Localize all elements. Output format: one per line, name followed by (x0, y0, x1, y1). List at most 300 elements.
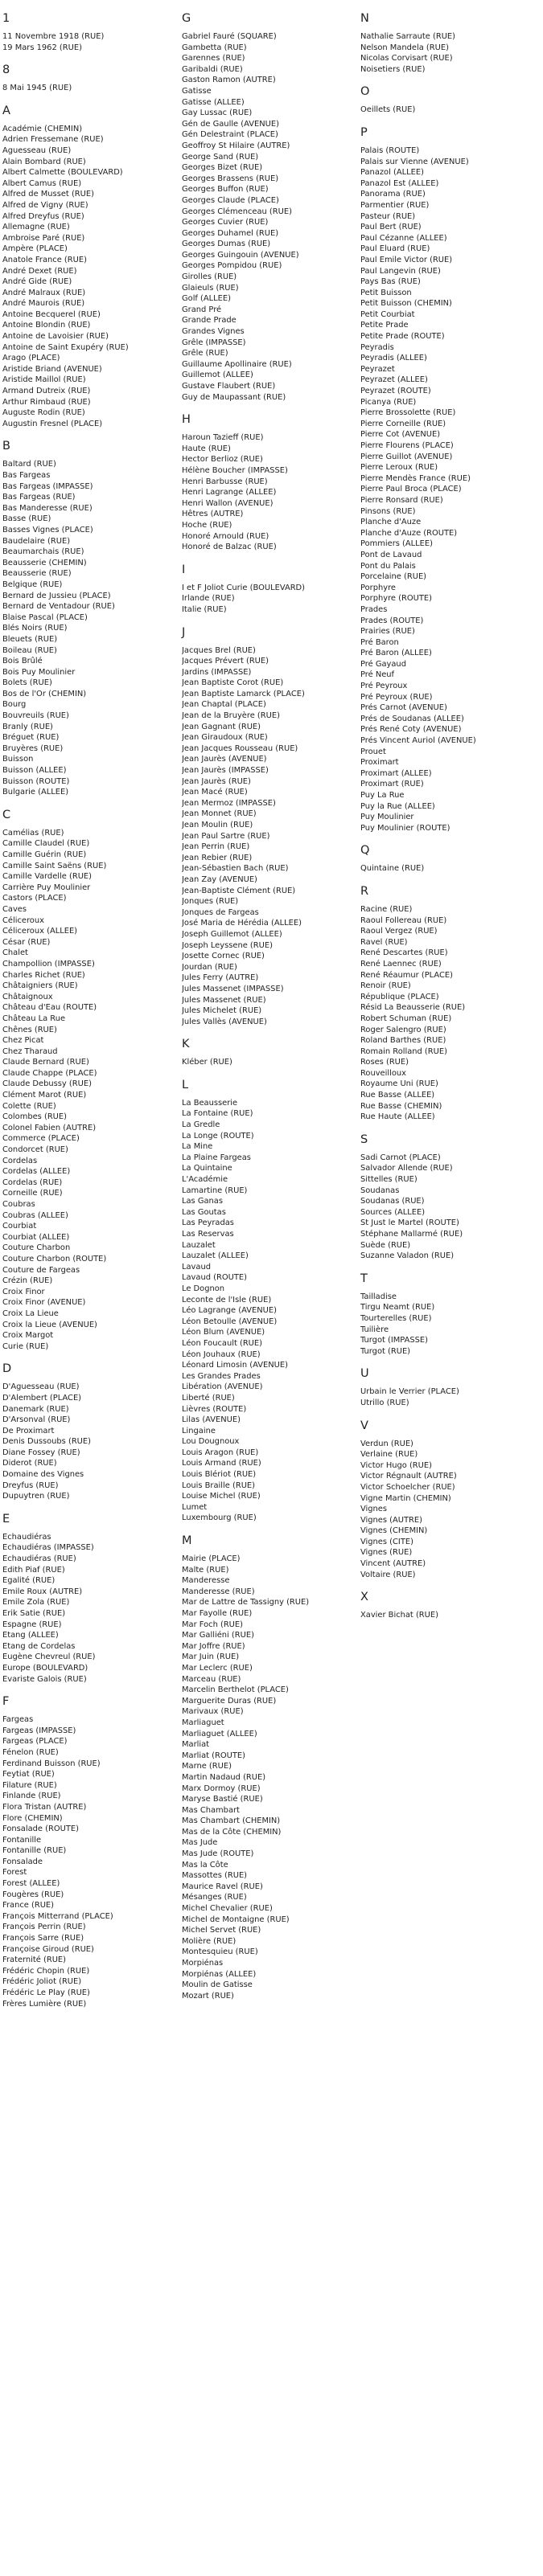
street-entry[interactable]: Albert Camus (RUE) (2, 178, 82, 188)
street-entry[interactable]: Pierre Leroux (RUE) (360, 463, 438, 473)
street-entry[interactable]: Commerce (PLACE) (2, 1134, 80, 1144)
street-entry[interactable]: Aristide Briand (AVENUE) (2, 364, 102, 374)
street-entry[interactable]: Mésanges (RUE) (182, 1893, 247, 1902)
street-entry[interactable]: Rue Basse (ALLEE) (360, 1091, 435, 1100)
street-entry[interactable]: Paul Emile Victor (RUE) (360, 255, 453, 264)
street-entry[interactable]: Pierre Ronsard (RUE) (360, 495, 443, 505)
street-entry[interactable]: Jean Jacques Rousseau (RUE) (182, 743, 298, 753)
street-entry[interactable]: Filature (RUE) (2, 1780, 57, 1790)
street-entry[interactable]: Antoine de Lavoisier (RUE) (2, 332, 109, 342)
street-entry[interactable]: André Gide (RUE) (2, 277, 72, 287)
street-entry[interactable]: Couture Charbon (ROUTE) (2, 1254, 107, 1263)
street-entry[interactable]: Lou Dougnoux (182, 1437, 240, 1447)
street-entry[interactable]: Rue Basse (CHEMIN) (360, 1101, 442, 1111)
street-entry[interactable]: Allemagne (RUE) (2, 223, 70, 232)
street-entry[interactable]: Erik Satie (RUE) (2, 1609, 66, 1618)
street-entry[interactable]: Gén de Gaulle (AVENUE) (182, 119, 279, 129)
street-entry[interactable]: Gustave Flaubert (RUE) (182, 382, 276, 391)
street-entry[interactable]: Bourg (2, 700, 27, 710)
street-entry[interactable]: Pré Gayaud (360, 659, 406, 669)
street-entry[interactable]: Jean Macé (RUE) (182, 788, 248, 797)
street-entry[interactable]: Pierre Cot (AVENUE) (360, 430, 441, 440)
street-entry[interactable]: Manderesse (182, 1576, 230, 1586)
street-entry[interactable]: Italie (RUE) (182, 604, 227, 614)
street-entry[interactable]: Victor Régnault (AUTRE) (360, 1472, 457, 1481)
street-entry[interactable]: Buisson (ALLEE) (2, 766, 67, 776)
street-entry[interactable]: Marivaux (RUE) (182, 1707, 244, 1717)
street-entry[interactable]: Golf (ALLEE) (182, 294, 231, 304)
street-entry[interactable]: Echaudiéras (2, 1532, 51, 1542)
street-entry[interactable]: Maurice Ravel (RUE) (182, 1882, 263, 1891)
street-entry[interactable]: Verdun (RUE) (360, 1439, 413, 1448)
street-entry[interactable]: Libération (AVENUE) (182, 1382, 263, 1392)
street-entry[interactable]: Montesquieu (RUE) (182, 1947, 258, 1957)
street-entry[interactable]: Racine (RUE) (360, 904, 413, 914)
street-entry[interactable]: Coubras (2, 1200, 35, 1209)
street-entry[interactable]: René Descartes (RUE) (360, 948, 448, 958)
street-entry[interactable]: Joseph Leyssene (RUE) (182, 940, 273, 950)
street-entry[interactable]: Fraternité (RUE) (2, 1956, 67, 1965)
street-entry[interactable]: Bas Fargeas (2, 471, 51, 480)
street-entry[interactable]: Paul Eluard (RUE) (360, 244, 430, 254)
street-entry[interactable]: Pré Neuf (360, 670, 395, 680)
street-entry[interactable]: Grande Prade (182, 316, 237, 326)
street-entry[interactable]: Grêle (RUE) (182, 349, 228, 358)
street-entry[interactable]: Fontanille (2, 1835, 42, 1845)
street-entry[interactable]: Dupuytren (RUE) (2, 1492, 70, 1501)
street-entry[interactable]: Fougères (RUE) (2, 1890, 64, 1899)
street-entry[interactable]: Vignes (CHEMIN) (360, 1526, 428, 1536)
street-entry[interactable]: Verlaine (RUE) (360, 1450, 418, 1460)
street-entry[interactable]: Frères Lumière (RUE) (2, 1999, 87, 2009)
street-entry[interactable]: Courbiat (2, 1222, 37, 1231)
street-entry[interactable]: La Longe (ROUTE) (182, 1131, 254, 1141)
street-entry[interactable]: Grandes Vignes (182, 327, 245, 337)
street-entry[interactable]: Branly (RUE) (2, 722, 53, 731)
street-entry[interactable]: Marliaguet (ALLEE) (182, 1729, 257, 1738)
street-entry[interactable]: Bois Brûlé (2, 657, 43, 666)
street-entry[interactable]: Soudanas (RUE) (360, 1197, 425, 1206)
street-entry[interactable]: Finlande (RUE) (2, 1792, 61, 1801)
street-entry[interactable]: Las Peyradas (182, 1218, 234, 1228)
street-entry[interactable]: Croix Finor (2, 1287, 45, 1296)
street-entry[interactable]: Bernard de Jussieu (PLACE) (2, 591, 111, 600)
street-entry[interactable]: Basses Vignes (PLACE) (2, 525, 93, 534)
street-entry[interactable]: Georges Claude (PLACE) (182, 195, 279, 205)
street-entry[interactable]: Croix la Lieue (AVENUE) (2, 1320, 97, 1329)
street-entry[interactable]: Bulgarie (ALLEE) (2, 788, 69, 797)
street-entry[interactable]: Clément Marot (RUE) (2, 1091, 87, 1100)
street-entry[interactable]: Curie (RUE) (2, 1341, 49, 1351)
street-entry[interactable]: Croix Finor (AVENUE) (2, 1298, 86, 1308)
street-entry[interactable]: Cordelas (2, 1156, 38, 1165)
street-entry[interactable]: Sittelles (RUE) (360, 1175, 418, 1185)
street-entry[interactable]: Danemark (RUE) (2, 1404, 69, 1414)
street-entry[interactable]: Jean Baptiste Lamarck (PLACE) (182, 689, 305, 698)
street-entry[interactable]: Colonel Fabien (AUTRE) (2, 1123, 97, 1132)
street-entry[interactable]: Nelson Mandela (RUE) (360, 43, 449, 52)
street-entry[interactable]: Edith Piaf (RUE) (2, 1565, 65, 1575)
street-entry[interactable]: Parmentier (RUE) (360, 200, 430, 210)
street-entry[interactable]: Jean-Baptiste Clément (RUE) (182, 886, 296, 895)
street-entry[interactable]: George Sand (RUE) (182, 152, 259, 162)
street-entry[interactable]: Nicolas Corvisart (RUE) (360, 54, 453, 63)
street-entry[interactable]: Arthur Rimbaud (RUE) (2, 397, 91, 407)
street-entry[interactable]: René Réaumur (PLACE) (360, 970, 453, 980)
street-entry[interactable]: Morpiénas (182, 1959, 224, 1968)
street-entry[interactable]: Peyrazet (ROUTE) (360, 387, 431, 396)
street-entry[interactable]: Fonsalade (ROUTE) (2, 1824, 79, 1834)
street-entry[interactable]: Buisson (ROUTE) (2, 776, 70, 786)
street-entry[interactable]: 19 Mars 1962 (RUE) (2, 43, 82, 52)
street-entry[interactable]: Fénelon (RUE) (2, 1747, 59, 1757)
street-entry[interactable]: Panazol (ALLEE) (360, 168, 424, 178)
street-entry[interactable]: Panazol Est (ALLEE) (360, 178, 439, 188)
street-entry[interactable]: Léon Jouhaux (RUE) (182, 1349, 261, 1359)
street-entry[interactable]: Châtaignoux (2, 992, 53, 1001)
street-entry[interactable]: Josette Cornec (RUE) (182, 952, 265, 961)
street-entry[interactable]: Camille Guérin (RUE) (2, 850, 87, 859)
street-entry[interactable]: René Laennec (RUE) (360, 959, 442, 969)
street-entry[interactable]: Antoine Becquerel (RUE) (2, 309, 101, 319)
street-entry[interactable]: Pays Bas (RUE) (360, 277, 421, 287)
street-entry[interactable]: Jules Michelet (RUE) (182, 1006, 262, 1016)
street-entry[interactable]: Baltard (RUE) (2, 460, 56, 469)
street-entry[interactable]: Henri Wallon (AVENUE) (182, 498, 274, 508)
street-entry[interactable]: Marliaguet (182, 1718, 224, 1727)
street-entry[interactable]: Girolles (RUE) (182, 272, 237, 282)
street-entry[interactable]: Corneille (RUE) (2, 1189, 63, 1198)
street-entry[interactable]: Bruyères (RUE) (2, 743, 64, 753)
street-entry[interactable]: Léonard Limosin (AVENUE) (182, 1361, 288, 1370)
street-entry[interactable]: Pré Peyroux (360, 682, 408, 691)
street-entry[interactable]: Alain Bombard (RUE) (2, 157, 86, 166)
street-entry[interactable]: Pasteur (RUE) (360, 211, 416, 221)
street-entry[interactable]: Crézin (RUE) (2, 1276, 53, 1286)
street-entry[interactable]: Céliceroux (2, 915, 44, 925)
street-entry[interactable]: François Mitterrand (PLACE) (2, 1911, 113, 1921)
street-entry[interactable]: Bolets (RUE) (2, 678, 52, 688)
street-entry[interactable]: Noisetiers (RUE) (360, 64, 426, 74)
street-entry[interactable]: Ampère (PLACE) (2, 244, 68, 254)
street-entry[interactable]: Morpiénas (ALLEE) (182, 1969, 257, 1979)
street-entry[interactable]: Marliat (182, 1740, 210, 1750)
street-entry[interactable]: Honoré Arnould (RUE) (182, 531, 269, 541)
street-entry[interactable]: Henri Barbusse (RUE) (182, 477, 268, 486)
street-entry[interactable]: Eugène Chevreul (RUE) (2, 1652, 96, 1662)
street-entry[interactable]: La Fontaine (RUE) (182, 1109, 253, 1119)
street-entry[interactable]: Fargeas (IMPASSE) (2, 1726, 76, 1735)
street-entry[interactable]: Royaume Uni (RUE) (360, 1079, 438, 1089)
street-entry[interactable]: Europe (BOULEVARD) (2, 1663, 88, 1673)
street-entry[interactable]: Maryse Bastié (RUE) (182, 1795, 263, 1804)
street-entry[interactable]: Mar Joffre (RUE) (182, 1641, 245, 1651)
street-entry[interactable]: Petit Buisson (360, 288, 412, 297)
street-entry[interactable]: Palais sur Vienne (AVENUE) (360, 157, 469, 166)
street-entry[interactable]: Antoine de Saint Exupéry (RUE) (2, 342, 129, 352)
street-entry[interactable]: Jean Jaurès (IMPASSE) (182, 766, 269, 776)
street-entry[interactable]: Mas la Côte (182, 1860, 228, 1870)
street-entry[interactable]: Camille Vardelle (RUE) (2, 872, 93, 882)
street-entry[interactable]: Georges Pompidou (RUE) (182, 261, 282, 271)
street-entry[interactable]: Prades (ROUTE) (360, 616, 424, 625)
street-entry[interactable]: Pré Baron (360, 637, 399, 647)
street-entry[interactable]: Hoche (RUE) (182, 520, 232, 530)
street-entry[interactable]: Victor Hugo (RUE) (360, 1460, 432, 1470)
street-entry[interactable]: Fargeas (PLACE) (2, 1737, 68, 1747)
street-entry[interactable]: Romain Rolland (RUE) (360, 1046, 447, 1056)
street-entry[interactable]: Stéphane Mallarmé (RUE) (360, 1230, 463, 1239)
street-entry[interactable]: Boileau (RUE) (2, 645, 57, 655)
street-entry[interactable]: Prés René Coty (AVENUE) (360, 725, 462, 735)
street-entry[interactable]: Jean Giraudoux (RUE) (182, 733, 268, 743)
street-entry[interactable]: Liberté (RUE) (182, 1393, 235, 1403)
street-entry[interactable]: Jean Paul Sartre (RUE) (182, 831, 270, 841)
street-entry[interactable]: Mairie (PLACE) (182, 1554, 241, 1564)
street-entry[interactable]: Grêle (IMPASSE) (182, 338, 246, 347)
street-entry[interactable]: Les Grandes Prades (182, 1371, 261, 1381)
street-entry[interactable]: Georges Clémenceau (RUE) (182, 207, 292, 216)
street-entry[interactable]: Roland Barthes (RUE) (360, 1036, 446, 1046)
street-entry[interactable]: Jean-Sébastien Bach (RUE) (182, 864, 289, 874)
street-entry[interactable]: Suzanne Valadon (RUE) (360, 1251, 455, 1261)
street-entry[interactable]: Marcelin Berthelot (PLACE) (182, 1685, 289, 1695)
street-entry[interactable]: Louis Braille (RUE) (182, 1480, 256, 1490)
street-entry[interactable]: Echaudiéras (RUE) (2, 1554, 76, 1564)
street-entry[interactable]: Marx Dormoy (RUE) (182, 1784, 261, 1793)
street-entry[interactable]: Jules Ferry (AUTRE) (182, 973, 259, 983)
street-entry[interactable]: Jules Massenet (IMPASSE) (182, 984, 284, 993)
street-entry[interactable]: Jonques (RUE) (182, 897, 239, 907)
street-entry[interactable]: Soudanas (360, 1186, 400, 1195)
street-entry[interactable]: Lavaud (182, 1262, 211, 1272)
street-entry[interactable]: Emile Zola (RUE) (2, 1598, 70, 1607)
street-entry[interactable]: Camélias (RUE) (2, 828, 64, 838)
street-entry[interactable]: Condorcet (RUE) (2, 1145, 68, 1155)
street-entry[interactable]: 11 Novembre 1918 (RUE) (2, 32, 105, 41)
street-entry[interactable]: Massottes (RUE) (182, 1871, 248, 1881)
street-entry[interactable]: Chez Tharaud (2, 1046, 58, 1056)
street-entry[interactable]: Petite Prade (360, 321, 409, 330)
street-entry[interactable]: Puy La Rue (360, 791, 405, 800)
street-entry[interactable]: Châtaigniers (RUE) (2, 981, 78, 991)
street-entry[interactable]: Pierre Guillot (AVENUE) (360, 452, 453, 461)
street-entry[interactable]: Jean Jaurès (AVENUE) (182, 755, 267, 764)
street-entry[interactable]: Castors (PLACE) (2, 894, 67, 903)
street-entry[interactable]: Lilas (AVENUE) (182, 1415, 241, 1425)
street-entry[interactable]: Aguesseau (RUE) (2, 145, 72, 155)
street-entry[interactable]: Beausserie (RUE) (2, 569, 72, 579)
street-entry[interactable]: Jean Rebier (RUE) (182, 853, 253, 862)
street-entry[interactable]: Marliat (ROUTE) (182, 1751, 246, 1760)
street-entry[interactable]: Egalité (RUE) (2, 1576, 56, 1586)
street-entry[interactable]: Académie (CHEMIN) (2, 124, 83, 133)
street-entry[interactable]: Porphyre (360, 583, 396, 592)
street-entry[interactable]: Planche d'Auze (ROUTE) (360, 528, 458, 538)
street-entry[interactable]: La Mine (182, 1142, 213, 1152)
street-entry[interactable]: Peyradis (ALLEE) (360, 354, 427, 363)
street-entry[interactable]: Chalet (2, 948, 28, 958)
street-entry[interactable]: Rue Haute (ALLEE) (360, 1112, 435, 1122)
street-entry[interactable]: Champollion (IMPASSE) (2, 959, 95, 969)
street-entry[interactable]: Pierre Flourens (PLACE) (360, 441, 454, 450)
street-entry[interactable]: Jean Chaptal (PLACE) (182, 700, 266, 710)
street-entry[interactable]: Léon Betoulle (AVENUE) (182, 1317, 278, 1326)
street-entry[interactable]: Peyrazet (ALLEE) (360, 375, 428, 385)
street-entry[interactable]: Belgique (RUE) (2, 579, 63, 589)
street-entry[interactable]: Peyradis (360, 342, 394, 352)
street-entry[interactable]: Léon Blum (AVENUE) (182, 1328, 265, 1337)
street-entry[interactable]: Panorama (RUE) (360, 190, 426, 199)
street-entry[interactable]: Pont de Lavaud (360, 550, 422, 559)
street-entry[interactable]: Frédéric Chopin (RUE) (2, 1966, 90, 1976)
street-entry[interactable]: Vigne Martin (CHEMIN) (360, 1493, 451, 1503)
street-entry[interactable]: Bas Manderesse (RUE) (2, 503, 93, 513)
street-entry[interactable]: Jourdan (RUE) (182, 962, 237, 972)
street-entry[interactable]: La Quintaine (182, 1164, 232, 1173)
street-entry[interactable]: Xavier Bichat (RUE) (360, 1611, 438, 1620)
street-entry[interactable]: Louis Blériot (RUE) (182, 1470, 257, 1480)
street-entry[interactable]: Léo Lagrange (AVENUE) (182, 1306, 277, 1316)
street-entry[interactable]: Evariste Galois (RUE) (2, 1674, 87, 1684)
street-entry[interactable]: Tirgu Neamt (RUE) (360, 1303, 435, 1313)
street-entry[interactable]: Couture Charbon (2, 1243, 71, 1253)
street-entry[interactable]: Robert Schuman (RUE) (360, 1014, 452, 1023)
street-entry[interactable]: Guillaume Apollinaire (RUE) (182, 359, 292, 369)
street-entry[interactable]: Pierre Corneille (RUE) (360, 419, 446, 428)
street-entry[interactable]: Bois Puy Moulinier (2, 667, 76, 677)
street-entry[interactable]: Camille Claudel (RUE) (2, 839, 90, 849)
street-entry[interactable]: Las Goutas (182, 1207, 226, 1217)
street-entry[interactable]: Pinsons (RUE) (360, 506, 416, 516)
street-entry[interactable]: Vignes (360, 1505, 388, 1514)
street-entry[interactable]: Jonques de Fargeas (182, 907, 259, 917)
street-entry[interactable]: Joseph Guillemot (ALLEE) (182, 929, 282, 939)
street-entry[interactable]: Courbiat (ALLEE) (2, 1232, 70, 1242)
street-entry[interactable]: Mas Chambart (CHEMIN) (182, 1816, 281, 1826)
street-entry[interactable]: Flore (CHEMIN) (2, 1813, 63, 1823)
street-entry[interactable]: Basse (RUE) (2, 514, 51, 524)
street-entry[interactable]: Kléber (RUE) (182, 1058, 232, 1067)
street-entry[interactable]: Lauzalet (ALLEE) (182, 1251, 249, 1261)
street-entry[interactable]: Molière (RUE) (182, 1936, 237, 1946)
street-entry[interactable]: Lamartine (RUE) (182, 1186, 248, 1195)
street-entry[interactable]: Picanya (RUE) (360, 397, 417, 407)
street-entry[interactable]: D'Aguesseau (RUE) (2, 1382, 80, 1392)
street-entry[interactable]: Chez Picat (2, 1036, 44, 1046)
street-entry[interactable]: D'Arsonval (RUE) (2, 1415, 71, 1425)
street-entry[interactable]: Puy la Rue (ALLEE) (360, 801, 435, 811)
street-entry[interactable]: Manderesse (RUE) (182, 1587, 255, 1596)
street-entry[interactable]: François Sarre (RUE) (2, 1934, 84, 1943)
street-entry[interactable]: 8 Mai 1945 (RUE) (2, 84, 72, 93)
street-entry[interactable]: Augustin Fresnel (PLACE) (2, 419, 103, 428)
street-entry[interactable]: Françoise Giroud (RUE) (2, 1944, 94, 1954)
street-entry[interactable]: Léon Foucault (RUE) (182, 1338, 262, 1348)
street-entry[interactable]: Gabriel Fauré (SQUARE) (182, 32, 277, 41)
street-entry[interactable]: Roger Salengro (RUE) (360, 1025, 446, 1034)
street-entry[interactable]: République (PLACE) (360, 992, 439, 1001)
street-entry[interactable]: Château d'Eau (ROUTE) (2, 1003, 97, 1013)
street-entry[interactable]: Hélène Boucher (IMPASSE) (182, 465, 288, 475)
street-entry[interactable]: Guy de Maupassant (RUE) (182, 392, 286, 402)
street-entry[interactable]: Grand Pré (182, 305, 222, 314)
street-entry[interactable]: Prairies (RUE) (360, 627, 415, 637)
street-entry[interactable]: Sources (ALLEE) (360, 1207, 426, 1217)
street-entry[interactable]: Georges Bizet (RUE) (182, 163, 263, 173)
street-entry[interactable]: Michel Chevalier (RUE) (182, 1904, 273, 1914)
street-entry[interactable]: Gaston Ramon (AUTRE) (182, 76, 276, 85)
street-entry[interactable]: Aristide Maillol (RUE) (2, 375, 86, 385)
street-entry[interactable]: Coubras (ALLEE) (2, 1210, 68, 1220)
street-entry[interactable]: Georges Cuvier (RUE) (182, 218, 269, 227)
street-entry[interactable]: Alfred de Musset (RUE) (2, 190, 94, 199)
street-entry[interactable]: Roses (RUE) (360, 1058, 409, 1067)
street-entry[interactable]: Prouet (360, 747, 386, 756)
street-entry[interactable]: Moulin de Gatisse (182, 1980, 253, 1990)
street-entry[interactable]: Jean Mermoz (IMPASSE) (182, 798, 276, 808)
street-entry[interactable]: Feytiat (RUE) (2, 1770, 55, 1779)
street-entry[interactable]: Planche d'Auze (360, 518, 422, 527)
street-entry[interactable]: Anatole France (RUE) (2, 255, 87, 264)
street-entry[interactable]: Palais (ROUTE) (360, 145, 420, 155)
street-entry[interactable]: Lièvres (ROUTE) (182, 1404, 247, 1414)
street-entry[interactable]: Fontanille (RUE) (2, 1846, 67, 1856)
street-entry[interactable]: Albert Calmette (BOULEVARD) (2, 168, 123, 178)
street-entry[interactable]: Luxembourg (RUE) (182, 1513, 257, 1523)
street-entry[interactable]: Tailladise (360, 1292, 397, 1301)
street-entry[interactable]: Fonsalade (2, 1857, 43, 1866)
street-entry[interactable]: Echaudiéras (IMPASSE) (2, 1543, 94, 1553)
street-entry[interactable]: Flora Tristan (AUTRE) (2, 1802, 87, 1812)
street-entry[interactable]: Peyrazet (360, 364, 395, 374)
street-entry[interactable]: Marguerite Duras (RUE) (182, 1696, 277, 1706)
street-entry[interactable]: Claude Chappe (PLACE) (2, 1068, 97, 1078)
street-entry[interactable]: Mas Jude (182, 1838, 218, 1848)
street-entry[interactable]: Jules Vallès (AVENUE) (182, 1017, 267, 1026)
street-entry[interactable]: Louise Michel (RUE) (182, 1492, 261, 1501)
street-entry[interactable]: Croix La Lieue (2, 1308, 59, 1318)
street-entry[interactable]: I et F Joliot Curie (BOULEVARD) (182, 583, 306, 592)
street-entry[interactable]: Emile Roux (AUTRE) (2, 1587, 83, 1596)
street-entry[interactable]: Bos de l'Or (CHEMIN) (2, 689, 87, 698)
street-entry[interactable]: Porphyre (ROUTE) (360, 594, 432, 604)
street-entry[interactable]: Pommiers (ALLEE) (360, 539, 433, 549)
street-entry[interactable]: Jean Monnet (RUE) (182, 809, 257, 819)
street-entry[interactable]: Buisson (2, 755, 34, 764)
street-entry[interactable]: Pierre Brossolette (RUE) (360, 408, 456, 418)
street-entry[interactable]: Cordelas (ALLEE) (2, 1167, 71, 1177)
street-entry[interactable]: Lumet (182, 1502, 208, 1512)
street-entry[interactable]: Petit Courbiat (360, 309, 415, 319)
street-entry[interactable]: Mas de la Côte (CHEMIN) (182, 1827, 282, 1837)
street-entry[interactable]: Haute (RUE) (182, 444, 231, 453)
street-entry[interactable]: Jules Massenet (RUE) (182, 995, 266, 1005)
street-entry[interactable]: Georges Guingouin (AVENUE) (182, 250, 299, 260)
street-entry[interactable]: Guillemot (ALLEE) (182, 371, 253, 380)
street-entry[interactable]: Gay Lussac (RUE) (182, 109, 253, 118)
street-entry[interactable]: André Dexet (RUE) (2, 266, 77, 276)
street-entry[interactable]: Diane Fossey (RUE) (2, 1448, 80, 1457)
street-entry[interactable]: Prés Vincent Auriol (AVENUE) (360, 736, 476, 746)
street-entry[interactable]: Armand Dutreix (RUE) (2, 387, 91, 396)
street-entry[interactable]: Cordelas (RUE) (2, 1177, 63, 1187)
street-entry[interactable]: Vignes (RUE) (360, 1548, 413, 1558)
street-entry[interactable]: Pierre Paul Broca (PLACE) (360, 485, 462, 494)
street-entry[interactable]: Bouvreuils (RUE) (2, 711, 69, 721)
street-entry[interactable]: Georges Buffon (RUE) (182, 185, 269, 195)
street-entry[interactable]: Domaine des Vignes (2, 1470, 84, 1480)
